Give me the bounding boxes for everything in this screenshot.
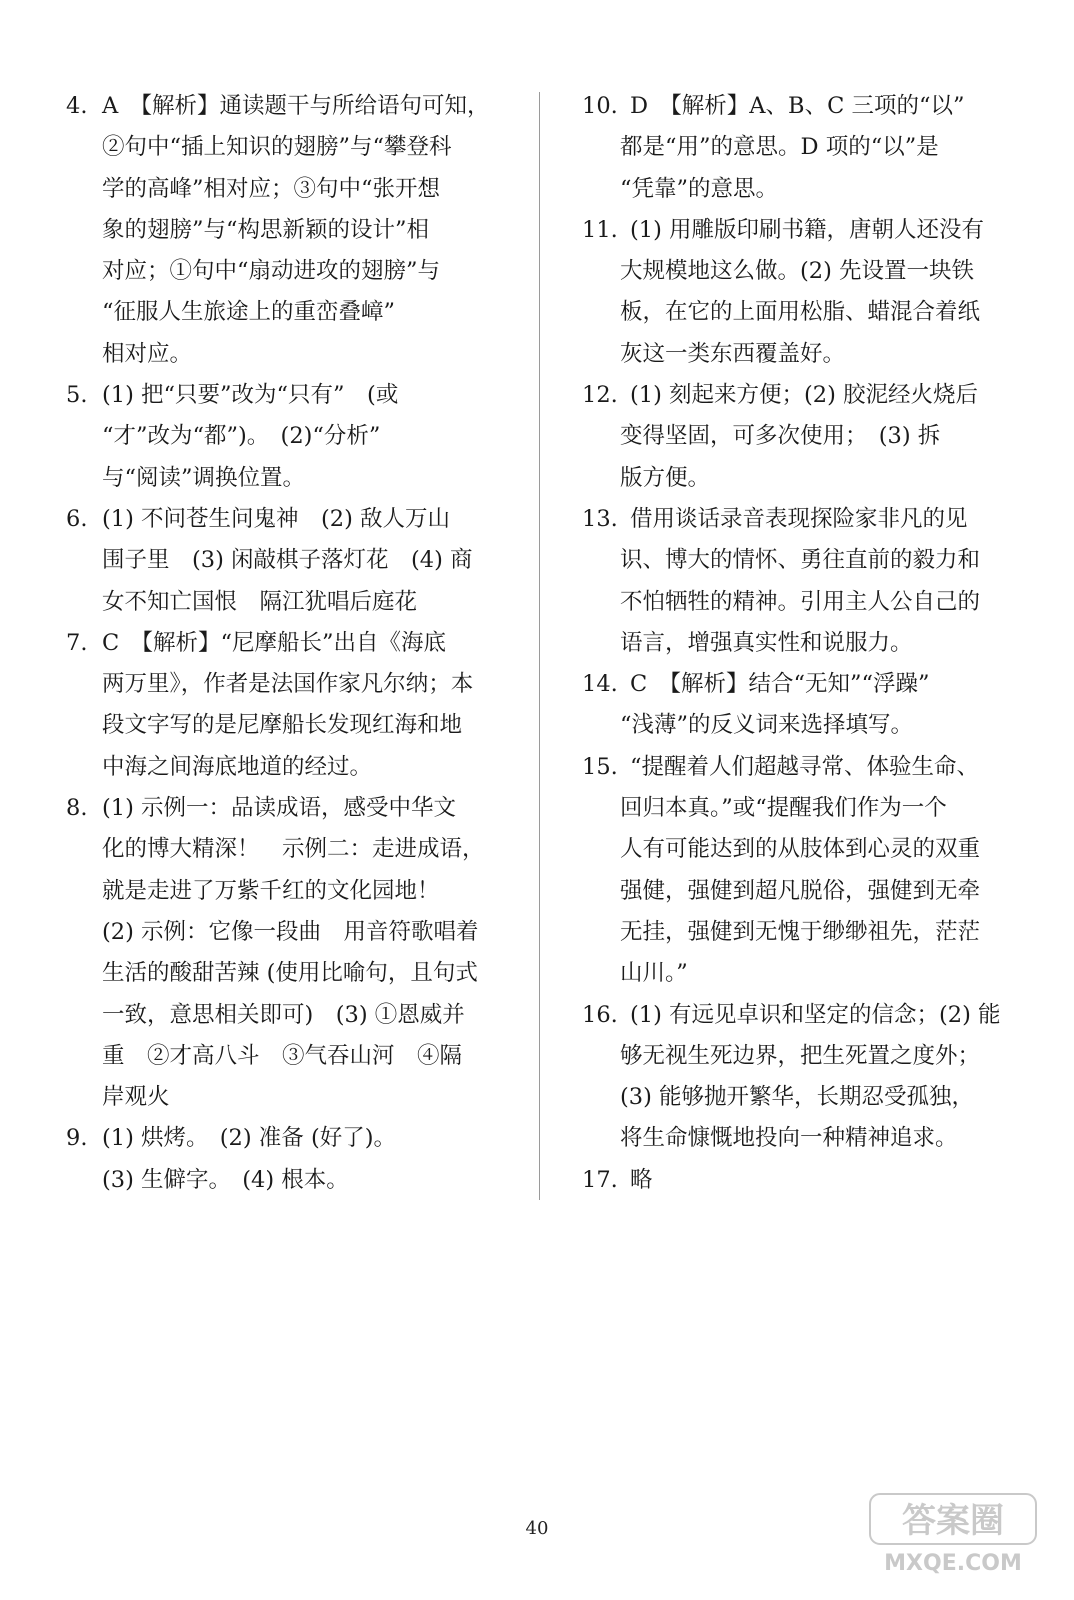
item-text: 就是走进了万紫千红的文化园地！ bbox=[102, 877, 440, 904]
item-text: “浅薄”的反义词来选择填写。 bbox=[620, 712, 914, 739]
item-text: (1) 用雕版印刷书籍，唐朝人还没有 bbox=[630, 216, 985, 243]
item-text: A 【解析】通读题干与所给语句可知， bbox=[102, 93, 490, 119]
item-text: 学的高峰”相对应；③句中“张开想 bbox=[102, 175, 441, 202]
item-number: 9. bbox=[66, 1125, 88, 1152]
answer-item bbox=[582, 664, 1014, 747]
item-text: 段文字写的是尼摩船长发现红海和地 bbox=[102, 712, 463, 739]
item-text: 够无视生死边界，把生死置之度外； bbox=[620, 1042, 981, 1069]
item-text: 化的博大精深！ 示例二：走进成语， bbox=[102, 836, 485, 863]
item-text: 版方便。 bbox=[620, 464, 711, 491]
item-number: 16. bbox=[582, 1001, 618, 1028]
item-number: 14. bbox=[582, 671, 618, 698]
answer-item bbox=[582, 747, 1014, 995]
item-text: “凭靠”的意思。 bbox=[620, 175, 779, 202]
right-column bbox=[582, 86, 1014, 1201]
item-text: 识、博大的情怀、勇往直前的毅力和 bbox=[620, 547, 981, 574]
item-text: (2) 示例：它像一段曲 用音符歌唱着 bbox=[102, 918, 479, 945]
item-number: 8. bbox=[66, 795, 88, 822]
left-column bbox=[66, 86, 506, 1201]
item-text: 相对应。 bbox=[102, 340, 193, 367]
item-text: 两万里》，作者是法国作家凡尔纳；本 bbox=[102, 671, 474, 698]
item-number: 4. bbox=[66, 93, 88, 119]
item-text: C 【解析】“尼摩船长”出自《海底 bbox=[102, 629, 446, 656]
item-text: 变得坚固，可多次使用； (3) 拆 bbox=[620, 423, 941, 450]
item-text: 都是“用”的意思。D 项的“以”是 bbox=[620, 134, 939, 161]
answer-item bbox=[582, 995, 1014, 1160]
watermark-title: 答案圈 bbox=[902, 1501, 1004, 1541]
item-text: (3) 生僻字。 (4) 根本。 bbox=[102, 1166, 349, 1193]
item-text: 无挂，强健到无愧于缈缈祖先，茫茫 bbox=[620, 918, 981, 945]
item-text: 板，在它的上面用松脂、蜡混合着纸 bbox=[620, 299, 981, 326]
answer-item bbox=[582, 210, 1014, 375]
answer-item bbox=[66, 1118, 506, 1201]
watermark-logo bbox=[868, 1490, 1038, 1578]
answer-item bbox=[66, 499, 506, 623]
answer-item bbox=[66, 623, 506, 788]
item-text: (1) 把“只要”改为“只有” (或 bbox=[102, 382, 399, 409]
page-number: 40 bbox=[525, 1518, 549, 1539]
item-text: 围子里 (3) 闲敲棋子落灯花 (4) 商 bbox=[102, 547, 473, 574]
item-text: 借用谈话录音表现探险家非凡的见 bbox=[630, 505, 968, 532]
item-text: (1) 有远见卓识和坚定的信念；(2) 能 bbox=[630, 1001, 1001, 1028]
item-text: 象的翅膀”与“构思新颖的设计”相 bbox=[102, 216, 430, 243]
item-text: 语言，增强真实性和说服力。 bbox=[620, 629, 913, 656]
item-text: C 【解析】结合“无知”“浮躁” bbox=[630, 671, 930, 698]
item-text: 回归本真。”或“提醒我们作为一个 bbox=[620, 795, 947, 822]
item-text: “征服人生旅途上的重峦叠嶂” bbox=[102, 299, 396, 326]
item-text: 灰这一类东西覆盖好。 bbox=[620, 340, 846, 367]
item-text: (1) 示例一：品读成语，感受中华文 bbox=[102, 795, 457, 822]
item-text: 大规模地这么做。(2) 先设置一块铁 bbox=[620, 258, 975, 285]
answer-item bbox=[582, 86, 1014, 210]
answer-item bbox=[66, 788, 506, 1118]
item-text: 不怕牺牲的精神。引用主人公自己的 bbox=[620, 588, 981, 615]
item-text: 生活的酸甜苦辣 (使用比喻句，且句式 bbox=[102, 960, 478, 987]
item-text: 中海之间海底地道的经过。 bbox=[102, 753, 373, 780]
item-number: 15. bbox=[582, 753, 618, 780]
answer-item bbox=[582, 1160, 1014, 1201]
item-text: ②句中“插上知识的翅膀”与“攀登科 bbox=[102, 134, 452, 161]
item-number: 5. bbox=[66, 382, 88, 409]
item-text: (1) 刻起来方便；(2) 胶泥经火烧后 bbox=[630, 382, 979, 409]
item-text: 强健，强健到超凡脱俗，强健到无牵 bbox=[620, 877, 981, 904]
item-text: 与“阅读”调换位置。 bbox=[102, 464, 306, 491]
item-number: 7. bbox=[66, 629, 88, 656]
item-number: 6. bbox=[66, 505, 88, 532]
item-number: 13. bbox=[582, 505, 618, 532]
answer-item bbox=[66, 86, 506, 375]
item-text: (3) 能够抛开繁华，长期忍受孤独， bbox=[620, 1084, 975, 1111]
answer-item bbox=[582, 499, 1014, 664]
item-number: 12. bbox=[582, 382, 618, 409]
item-number: 11. bbox=[582, 216, 618, 243]
item-text: 将生命慷慨地投向一种精神追求。 bbox=[620, 1125, 958, 1152]
item-text: (1) 烘烤。 (2) 准备 (好了)。 bbox=[102, 1125, 397, 1152]
answer-item bbox=[582, 375, 1014, 499]
watermark-url: MXQE.COM bbox=[884, 1551, 1022, 1576]
answer-item bbox=[66, 375, 506, 499]
item-number: 17. bbox=[582, 1166, 618, 1193]
item-number: 10. bbox=[582, 93, 618, 119]
item-text: D 【解析】A、B、C 三项的“以” bbox=[630, 93, 965, 119]
item-text: 一致，意思相关即可) (3) ①恩威并 bbox=[102, 1001, 465, 1028]
item-text: 重 ②才高八斗 ③气吞山河 ④隔 bbox=[102, 1042, 463, 1069]
item-text: 人有可能达到的从肢体到心灵的双重 bbox=[620, 836, 981, 863]
item-text: “提醒着人们超越寻常、体验生命、 bbox=[630, 753, 980, 780]
column-divider bbox=[539, 92, 540, 1200]
item-text: 山川。” bbox=[620, 960, 688, 987]
item-text: 女不知亡国恨 隔江犹唱后庭花 bbox=[102, 588, 418, 615]
item-text: 略 bbox=[630, 1166, 653, 1193]
item-text: 岸观火 bbox=[102, 1084, 170, 1111]
item-text: 对应；①句中“扇动进攻的翅膀”与 bbox=[102, 258, 441, 285]
item-text: (1) 不问苍生问鬼神 (2) 敌人万山 bbox=[102, 505, 451, 532]
item-text: “才”改为“都”)。 (2)“分析” bbox=[102, 423, 381, 450]
